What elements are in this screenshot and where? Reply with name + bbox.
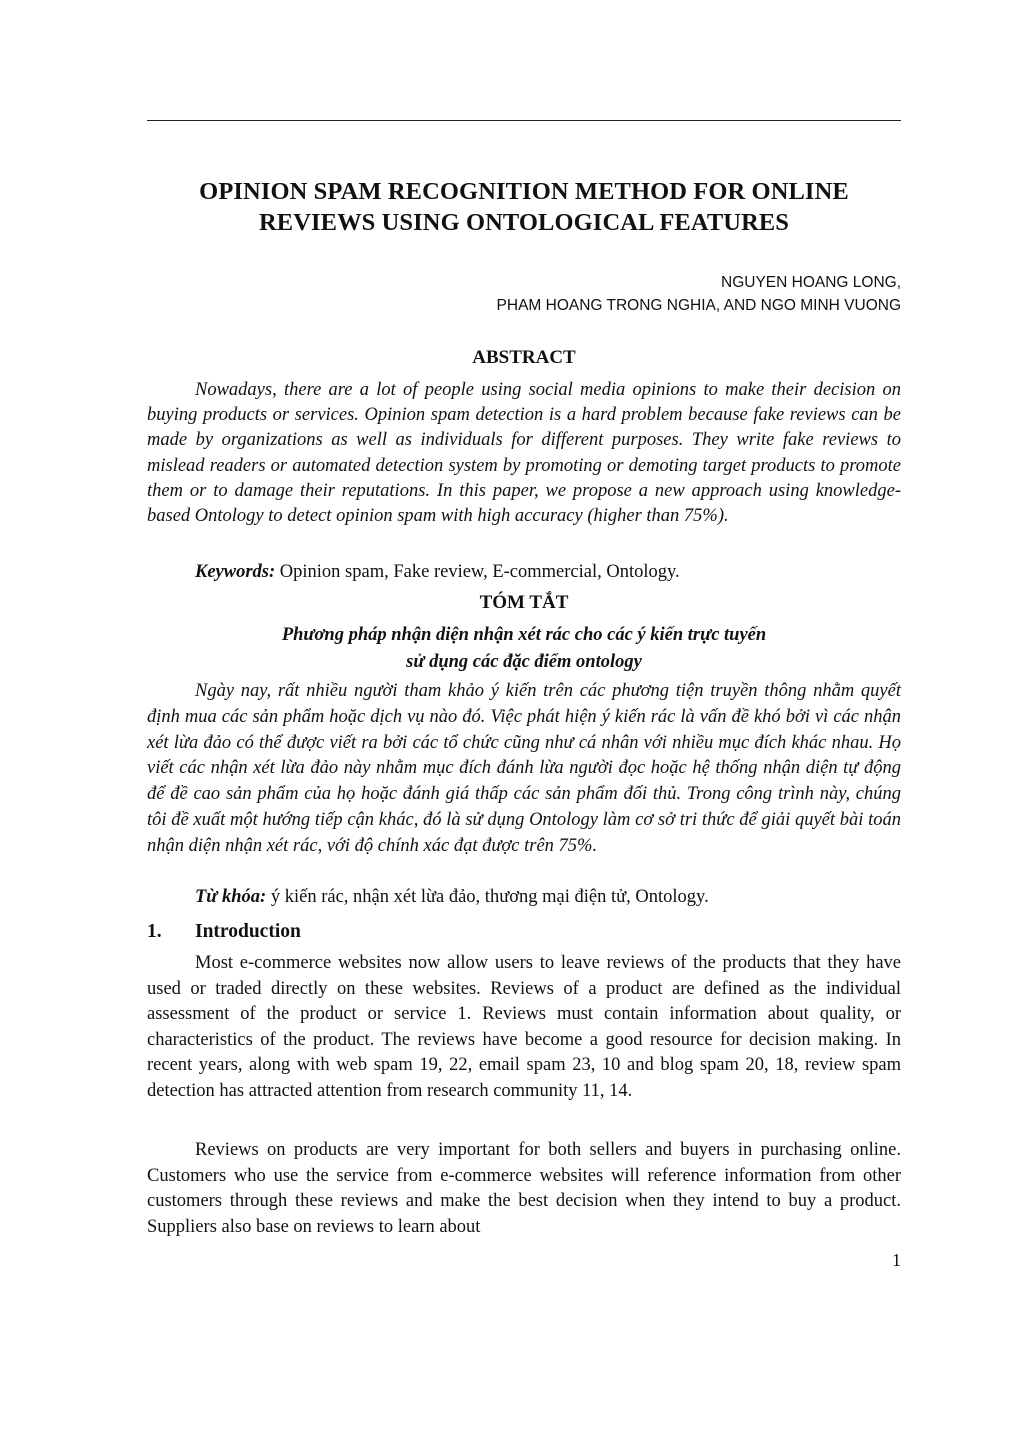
intro-paragraph-2-body: Reviews on products are very important for both sellers and buyers in purchasing online. Customers who use the service from e-commerce websites will reference information from other customers through these reviews and make the best decision when they intend to buy a product. Suppliers also base on reviews to learn about xyxy=(147,1140,901,1237)
section-title: Introduction xyxy=(195,921,301,942)
abstract-keywords xyxy=(195,560,901,585)
title-line-2: REVIEWS USING ONTOLOGICAL FEATURES xyxy=(258,209,790,236)
tom-tat-text xyxy=(147,679,901,860)
intro-paragraph-1-body: Most e-commerce websites now allow users to leave reviews of the products that they have used or traded directly on these websites. Reviews of a product are defined as the individual assessment of the product or service 1. Reviews must contain information about quality, or characteristics of the product. The reviews have become a good resource for decision making. In recent years, along with web spam 19, 22, email spam 23, 10 and blog spam 20, 18, review spam detection has attracted attention from research community 11, 14. xyxy=(147,953,901,1101)
intro-paragraph-2 xyxy=(147,1138,901,1240)
tom-tat-body: Ngày nay, rất nhiều người tham khảo ý kiến trên các phương tiện truyền thông nhằm quyết định mua các sản phẩm hoặc dịch vụ nào đó. Việc phát hiện ý kiến rác là vấn đề khó bởi vì các nhận xét lừa đảo có thể được viết ra bởi các tổ chức cũng như cá nhân với nhiều mục đích khác nhau. Họ viết các nhận xét lừa đảo này nhằm mục đích đánh lừa người đọc hoặc hệ thống nhận diện tự động để đề cao sản phẩm của họ hoặc đánh giá thấp các sản phẩm đối thủ. Trong công trình này, chúng tôi đề xuất một hướng tiếp cận khác, đó là sử dụng Ontology làm cơ sở tri thức để giải quyết bài toán nhận diện nhận xét rác, với độ chính xác đạt được trên 75%. xyxy=(147,681,901,856)
keywords-label: Keywords: xyxy=(195,562,276,582)
tu-khoa-label: Từ khóa: xyxy=(195,887,267,907)
tom-tat-keywords xyxy=(195,885,901,910)
header-rule xyxy=(147,120,901,121)
page-number: 1 xyxy=(892,1250,901,1270)
paper-page xyxy=(147,0,901,1448)
abstract-heading: ABSTRACT xyxy=(472,347,576,368)
abstract-body: Nowadays, there are a lot of people using social media opinions to make their decision on buying products or services. Opinion spam detection is a hard problem because fake reviews can be made by organizations as well as individuals for different purposes. They write fake reviews to mislead readers or automated detection system by promoting or demoting target products to promote them or to damage their reputations. In this paper, we propose a new approach using knowledge-based Ontology to detect opinion spam with high accuracy (higher than 75%). xyxy=(147,380,901,527)
tom-tat-heading: TÓM TẮT xyxy=(479,592,569,613)
vietnamese-title xyxy=(147,622,901,676)
keywords-text: Opinion spam, Fake review, E-commercial, Ontology. xyxy=(275,562,680,582)
abstract-text xyxy=(147,378,901,529)
section-number: 1. xyxy=(147,921,162,942)
authors-line-2: PHAM HOANG TRONG NGHIA, AND NGO MINH VUONG xyxy=(496,297,901,314)
vn-title-line-2: sử dụng các đặc điểm ontology xyxy=(406,652,642,672)
title-line-1: OPINION SPAM RECOGNITION METHOD FOR ONLINE xyxy=(199,178,849,205)
paper-title xyxy=(147,176,901,238)
intro-paragraph-1 xyxy=(147,951,901,1105)
vn-title-line-1: Phương pháp nhận diện nhận xét rác cho các ý kiến trực tuyến xyxy=(281,625,767,645)
authors-line-1: NGUYEN HOANG LONG, xyxy=(721,274,901,291)
tu-khoa-text: ý kiến rác, nhận xét lừa đảo, thương mại điện tử, Ontology. xyxy=(266,887,709,907)
introduction-heading xyxy=(147,919,301,944)
author-list xyxy=(147,271,901,317)
